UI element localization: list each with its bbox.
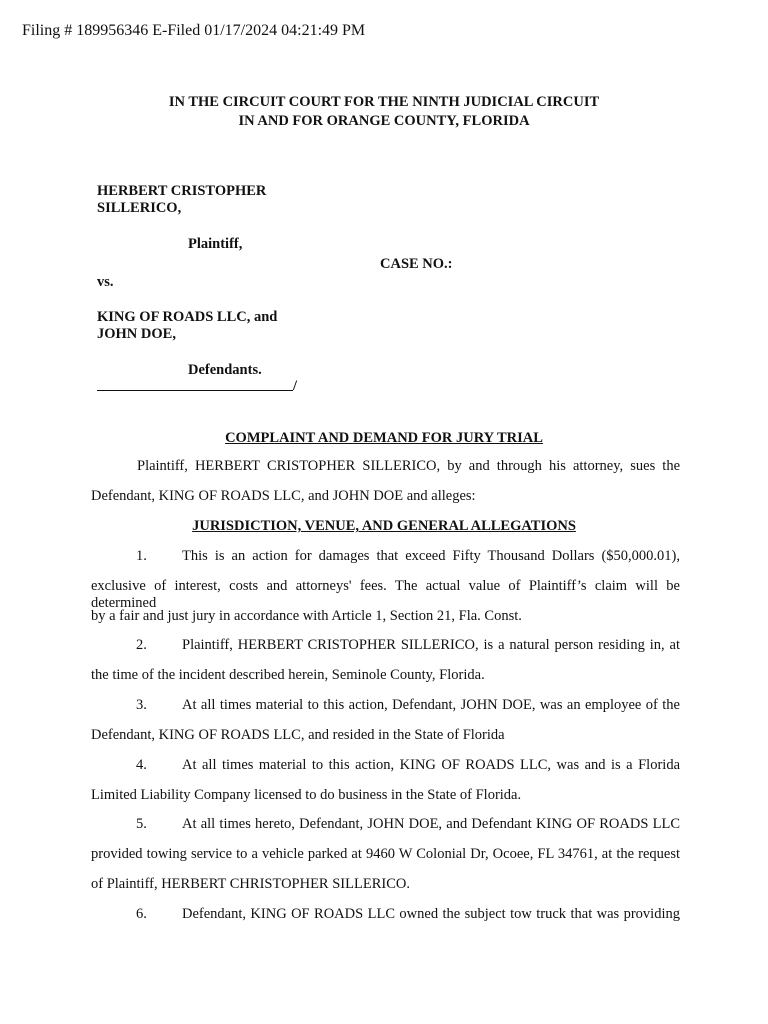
paragraph-number: 1. [136,548,147,564]
paragraph-5-line-1: At all times hereto, Defendant, JOHN DOE, and Defendant KING OF ROADS LLC [182,816,680,832]
paragraph-number: 4. [136,757,147,773]
court-heading [0,93,768,131]
caption-signature-line [97,390,293,391]
court-heading-line-2: IN AND FOR ORANGE COUNTY, FLORIDA [238,113,530,129]
paragraph-4-line-1: At all times material to this action, KING OF ROADS LLC, was and is a Florida [182,757,680,773]
caption-slash: / [293,378,298,394]
versus: vs. [97,274,114,290]
paragraph-number: 6. [136,906,147,922]
plaintiff-name-line-2: SILLERICO, [97,200,182,216]
paragraph-1-line-3: by a fair and just jury in accordance with Article 1, Section 21, Fla. Const. [91,608,522,624]
paragraph-3-line-2: Defendant, KING OF ROADS LLC, and resided in the State of Florida [91,727,505,743]
section-heading: JURISDICTION, VENUE, AND GENERAL ALLEGATIONS [192,518,576,534]
plaintiff-name-line-1: HERBERT CRISTOPHER [97,183,267,199]
paragraph-1-line-2: exclusive of interest, costs and attorneys' fees. The actual value of Plaintiff’s claim will be determined [91,578,680,611]
paragraph-5-line-2: provided towing service to a vehicle parked at 9460 W Colonial Dr, Ocoee, FL 34761, at the request [91,846,680,862]
document-title: COMPLAINT AND DEMAND FOR JURY TRIAL [225,430,543,446]
paragraph-4-line-2: Limited Liability Company licensed to do business in the State of Florida. [91,787,522,803]
paragraph-number: 3. [136,697,147,713]
intro-line-1: Plaintiff, HERBERT CRISTOPHER SILLERICO, by and through his attorney, sues the [137,458,680,474]
court-heading-line-1: IN THE CIRCUIT COURT FOR THE NINTH JUDICIAL CIRCUIT [168,94,600,110]
paragraph-1-line-1: This is an action for damages that exceed Fifty Thousand Dollars ($50,000.01), [182,548,680,564]
defendant-line-2: JOHN DOE, [97,326,176,342]
paragraph-number: 5. [136,816,147,832]
paragraph-number: 2. [136,637,147,653]
paragraph-3-line-1: At all times material to this action, Defendant, JOHN DOE, was an employee of the [182,697,680,713]
paragraph-6-line-1: Defendant, KING OF ROADS LLC owned the subject tow truck that was providing [182,906,680,922]
intro-line-2: Defendant, KING OF ROADS LLC, and JOHN DOE and alleges: [91,488,476,504]
defendant-line-1: KING OF ROADS LLC, and [97,309,278,325]
filing-stamp: Filing # 189956346 E-Filed 01/17/2024 04:21:49 PM [22,22,366,39]
plaintiff-role: Plaintiff, [188,236,243,252]
case-number-label: CASE NO.: [380,256,453,272]
paragraph-5-line-3: of Plaintiff, HERBERT CHRISTOPHER SILLERICO. [91,876,410,892]
paragraph-2-line-1: Plaintiff, HERBERT CRISTOPHER SILLERICO, is a natural person residing in, at [182,637,680,653]
defendant-role: Defendants. [188,362,262,378]
paragraph-2-line-2: the time of the incident described herein, Seminole County, Florida. [91,667,485,683]
